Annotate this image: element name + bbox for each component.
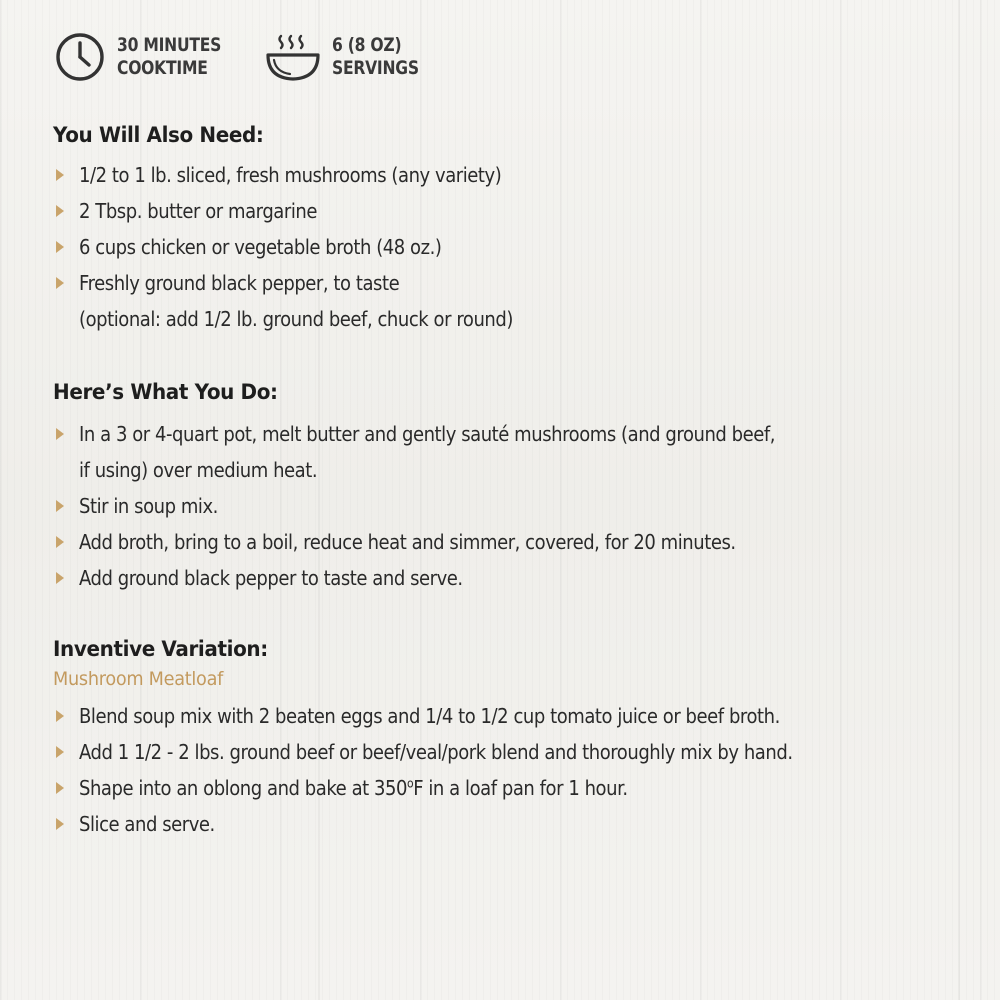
servings-text: [332, 34, 419, 80]
cooktime-stat: [53, 30, 244, 84]
bullet-arrow-icon: [56, 572, 64, 584]
cooktime-value: 30 MINUTES: [117, 34, 222, 56]
list-item: Blend soup mix with 2 beaten eggs and 1/4 to 1/2 cup tomato juice or beef broth.: [53, 698, 953, 734]
degree-symbol: o: [407, 776, 414, 791]
cooktime-text: [117, 34, 221, 80]
optional-note: (optional: add 1/2 lb. ground beef, chuck or round): [79, 307, 513, 331]
steps-section: [53, 377, 953, 596]
ingredients-section: [53, 120, 953, 337]
list-item: Add 1 1/2 - 2 lbs. ground beef or beef/veal/pork blend and thoroughly mix by hand.: [53, 734, 953, 770]
steps-list: [53, 416, 953, 596]
list-item: Add broth, bring to a boil, reduce heat and simmer, covered, for 20 minutes.: [53, 524, 953, 560]
list-item: Add ground black pepper to taste and serve.: [53, 560, 953, 596]
soup-bowl-icon: [264, 30, 322, 84]
variation-subtitle: Mushroom Meatloaf: [53, 668, 224, 690]
bullet-arrow-icon: [56, 277, 64, 289]
variation-section: [53, 634, 953, 842]
list-item: Slice and serve.: [53, 806, 953, 842]
bullet-arrow-icon: [56, 169, 64, 181]
bullet-arrow-icon: [56, 241, 64, 253]
bullet-arrow-icon: [56, 710, 64, 722]
bullet-arrow-icon: [56, 536, 64, 548]
list-item: Shape into an oblong and bake at 350$^o$F in a loaf pan for 1 hour.: [53, 770, 953, 806]
list-item: In a 3 or 4-quart pot, melt butter and gently sauté mushrooms (and ground beef, if using) over medium heat.: [53, 416, 953, 488]
ingredients-title: You Will Also Need:: [53, 123, 264, 147]
servings-label: SERVINGS: [332, 57, 419, 79]
bullet-arrow-icon: [56, 500, 64, 512]
recipe-stats: [53, 30, 438, 84]
list-item: 2 Tbsp. butter or margarine: [53, 193, 953, 229]
clock-icon: [53, 30, 107, 84]
list-item: 6 cups chicken or vegetable broth (48 oz.): [53, 229, 953, 265]
bullet-arrow-icon: [56, 205, 64, 217]
steps-title: Here’s What You Do:: [53, 380, 278, 404]
list-item: Stir in soup mix.: [53, 488, 953, 524]
variation-title: Inventive Variation:: [53, 637, 268, 661]
bullet-arrow-icon: [56, 746, 64, 758]
variation-list: [53, 698, 953, 842]
bullet-arrow-icon: [56, 782, 64, 794]
ingredients-list: [53, 157, 953, 337]
list-item: 1/2 to 1 lb. sliced, fresh mushrooms (any variety): [53, 157, 953, 193]
servings-value: 6 (8 OZ): [332, 34, 402, 56]
bullet-arrow-icon: [56, 428, 64, 440]
servings-stat: [264, 30, 438, 84]
cooktime-label: COOKTIME: [117, 57, 208, 79]
bullet-arrow-icon: [56, 818, 64, 830]
list-item: Freshly ground black pepper, to taste: [53, 265, 953, 301]
